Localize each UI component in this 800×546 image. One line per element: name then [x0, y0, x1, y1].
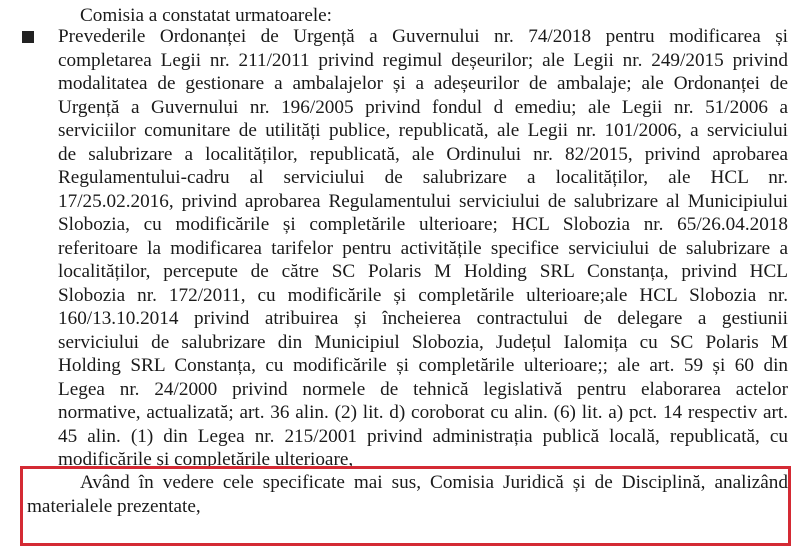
paragraph-line: completarea Legii nr. 211/2011 privind regimul deșeurilor; ale Legii nr. 249/2015 privind — [58, 49, 788, 71]
paragraph-line: referitoare la modificarea tarifelor pentru activitățile specifice serviciului de salubrizare a — [58, 237, 788, 259]
paragraph-line: modalitatea de gestionare a ambalajelor și a adeșeurilor de ambalaje; ale Ordonanței de — [58, 73, 788, 94]
paragraph-line: 45 alin. (1) din Legea nr. 215/2001 privind administrația publică locală, republicată, cu — [58, 425, 788, 447]
paragraph-line: modificările și completările ulterioare, — [58, 449, 354, 470]
square-bullet-icon — [22, 31, 34, 43]
paragraph-line: localităților, percepute de către SC Polaris M Holding SRL Constanța, privind HCL — [58, 261, 788, 282]
paragraph-line: Prevederile Ordonanței de Urgență a Guvernului nr. 74/2018 pentru modificarea și — [58, 26, 788, 47]
paragraph-line: 160/13.10.2014 privind atribuirea și încheierea contractului de delegare a gestiunii — [58, 308, 788, 329]
paragraph-line: de salubrizare a localităților, republicată, ale Ordinului nr. 82/2015, privind aprobarea — [58, 143, 788, 165]
intro-heading: Comisia a constatat urmatoarele: — [80, 5, 333, 26]
paragraph-line: Slobozia nr. 172/2011, cu modificările și completările ulterioare;ale HCL Slobozia nr. — [58, 284, 788, 306]
paragraph-line: Având în vedere cele specificate mai sus, Comisia Juridică și de Disciplină, analizând — [80, 472, 788, 493]
paragraph-line: Holding SRL Constanța, cu modificările și completările ulterioare;; ale art. 59 și 60 din — [58, 355, 788, 376]
paragraph-line: serviciilor comunitare de utilități publice, republicată, ale Legii nr. 101/2006, a serviciului — [58, 120, 788, 141]
paragraph-line: 17/25.02.2016, privind aprobarea Regulamentului serviciului de salubrizare al Municipiului — [58, 190, 788, 212]
paragraph-line: normative, actualizată; art. 36 alin. (2) lit. d) coroborat cu alin. (6) lit. a) pct. 14 respectiv art. — [58, 402, 788, 423]
paragraph-line: Legea nr. 24/2000 privind normele de tehnică legislativă pentru elaborarea actelor — [58, 378, 788, 400]
paragraph-line: materialele prezentate, — [27, 495, 201, 517]
paragraph-line: Slobozia, cu modificările și completările ulterioare; HCL Slobozia nr. 65/26.04.2018 — [58, 214, 788, 235]
paragraph-line: serviciului de salubrizare din Municipiul Slobozia, Județul Ialomița cu SC Polaris M — [58, 331, 788, 353]
paragraph-line: Urgență a Guvernului nr. 196/2005 privind fondul d emediu; ale Legii nr. 51/2006 a — [58, 96, 788, 118]
paragraph-line: Regulamentului-cadru al serviciului de salubrizare a localităților, ale HCL nr. — [58, 167, 788, 188]
